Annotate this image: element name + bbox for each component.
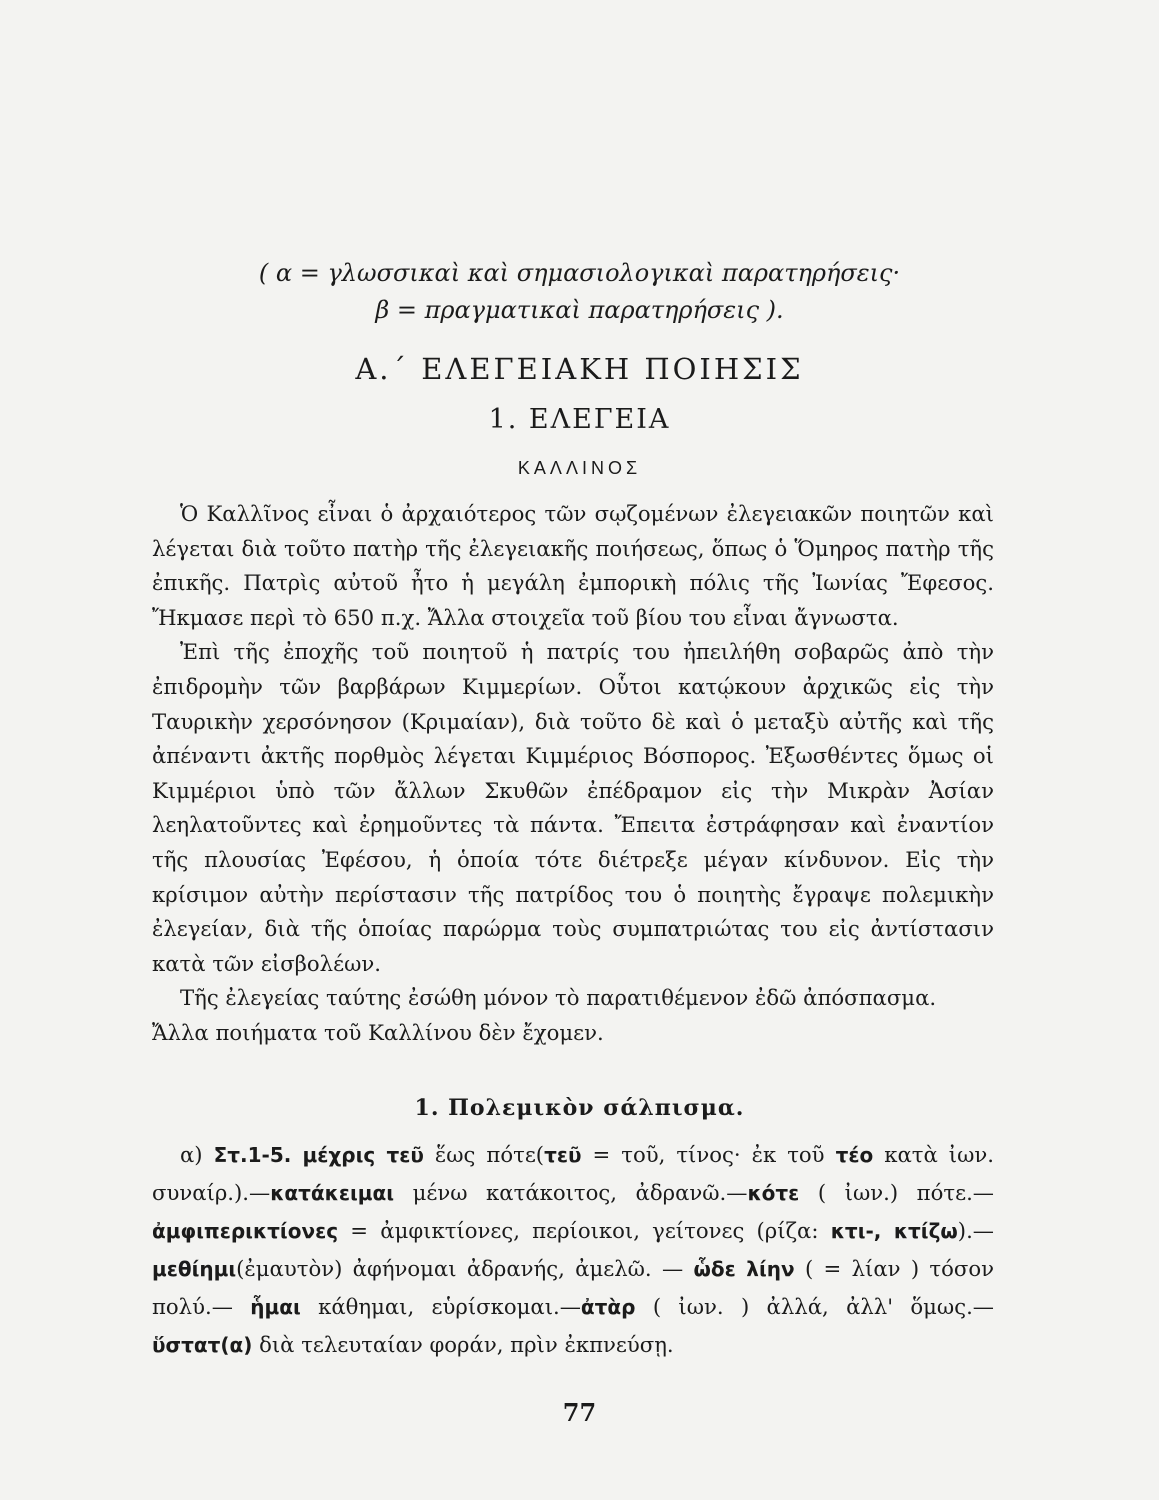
note-text: = ἀμφικτίονες, περίοικοι, γείτονες (ρίζα:: [338, 1218, 831, 1243]
note-text: ).—: [957, 1218, 994, 1243]
note-text: α): [180, 1142, 214, 1167]
section-title: Α.΄ ΕΛΕΓΕΙΑΚΗ ΠΟΙΗΣΙΣ: [355, 352, 804, 386]
paragraph-other-poems: Ἄλλα ποιήματα τοῦ Καλλίνου δὲν ἔχομεν.: [152, 1019, 604, 1045]
note-text: ( = λίαν ) τόσον πολύ.—: [152, 1256, 995, 1319]
note-text: = τοῦ, τίνος· ἐκ τοῦ: [581, 1142, 836, 1167]
subsection-title: 1. ΕΛΕΓΕΙΑ: [488, 404, 671, 435]
note-term: ἀτὰρ: [580, 1295, 636, 1319]
note-term: ἀμφιπερικτίονες: [152, 1219, 339, 1243]
note-term: κτι-, κτίζω: [830, 1219, 958, 1243]
note-term: κότε: [747, 1181, 800, 1205]
note-term: μεθίημι: [152, 1257, 237, 1281]
notes-section: [152, 1136, 994, 1364]
paragraph-biography: Ὁ Καλλῖνος εἶναι ὁ ἀρχαιότερος τῶν σῳζομένων ἐλεγειακῶν ποιητῶν καὶ λέγεται διὰ τοῦτο πατὴρ τῆς ἐλεγειακῆς ποιήσεως, ὅπως ὁ Ὅμηρος πατὴρ τῆς ἐπικῆς. Πατρὶς αὐτοῦ ἦτο ἡ μεγάλη ἐμπορικὴ πόλις τῆς Ἰωνίας Ἔφεσος. Ἤκμασε περὶ τὸ 650 π.χ. Ἄλλα στοιχεῖα τοῦ βίου του εἶναι ἄγνωστα.: [152, 501, 994, 630]
note-text: κατὰ ἰων. συναίρ.).—: [152, 1142, 994, 1205]
page-number: 77: [562, 1398, 597, 1427]
note-term: τέο: [835, 1143, 874, 1167]
legend-line-alpha: ( α = γλωσσικαὶ καὶ σημασιολογικαὶ παρατηρήσεις·: [258, 259, 901, 287]
note-term: ὧδε λίην: [693, 1257, 795, 1281]
author-heading: ΚΑΛΛΙΝΟΣ: [517, 458, 642, 478]
note-term: ἧμαι: [250, 1295, 301, 1319]
notes-paragraph: [152, 1136, 994, 1364]
note-text: μένω κατάκοιτος, ἀδρανῶ.—: [394, 1180, 748, 1205]
introduction-text: [152, 497, 994, 1051]
note-term: Στ.1-5. μέχρις τεῦ: [213, 1143, 424, 1167]
poem-title: 1. Πολεμικὸν σάλπισμα.: [414, 1095, 745, 1121]
note-term: ὕστατ(α): [152, 1333, 253, 1357]
abbreviation-legend: [0, 255, 1159, 329]
paragraph-fragment: Τῆς ἐλεγείας ταύτης ἐσώθη μόνον τὸ παρατιθέμενον ἐδῶ ἀπόσπασμα.: [180, 985, 937, 1011]
note-text: ( ἰων. ) ἀλλά, ἀλλ' ὅμως.—: [635, 1294, 994, 1319]
paragraph-history: Ἐπὶ τῆς ἐποχῆς τοῦ ποιητοῦ ἡ πατρίς του ἠπειλήθη σοβαρῶς ἀπὸ τὴν ἐπιδρομὴν τῶν βαρβάρων Κιμμερίων. Οὗτοι κατῴκουν ἀρχικῶς εἰς τὴν Ταυρικὴν χερσόνησον (Κριμαίαν), διὰ τοῦτο δὲ καὶ ὁ μεταξὺ αὐτῆς καὶ τῆς ἀπέναντι ἀκτῆς πορθμὸς λέγεται Κιμμέριος Βόσπορος. Ἐξωσθέντες ὅμως οἱ Κιμμέριοι ὑπὸ τῶν ἄλλων Σκυθῶν ἐπέδραμον εἰς τὴν Μικρὰν Ἀσίαν λεηλατοῦντες καὶ ἐρημοῦντες τὰ πάντα. Ἔπειτα ἐστράφησαν καὶ ἐναντίον τῆς πλουσίας Ἐφέσου, ἡ ὁποία τότε διέτρεξε μέγαν κίνδυνον. Εἰς τὴν κρίσιμον αὐτὴν περίστασιν τῆς πατρίδος του ὁ ποιητὴς ἔγραψε πολεμικὴν ἐλεγείαν, διὰ τῆς ὁποίας παρώρμα τοὺς συμπατριώτας του εἰς ἀντίστασιν κατὰ τῶν εἰσβολέων.: [152, 639, 994, 976]
note-term: τεῦ: [544, 1143, 582, 1167]
note-text: διὰ τελευταίαν φοράν, πρὶν ἐκπνεύσῃ.: [252, 1332, 674, 1357]
note-text: ( ἰων.) πότε.—: [799, 1180, 994, 1205]
note-text: κάθημαι, εὑρίσκομαι.—: [300, 1294, 581, 1319]
note-text: (ἐμαυτὸν) ἀφήνομαι ἀδρανής, ἀμελῶ. —: [236, 1256, 694, 1281]
legend-line-beta: β = πραγματικαὶ παρατηρήσεις ).: [375, 296, 784, 324]
note-text: ἕως πότε(: [423, 1142, 545, 1167]
note-term: κατάκειμαι: [270, 1181, 395, 1205]
